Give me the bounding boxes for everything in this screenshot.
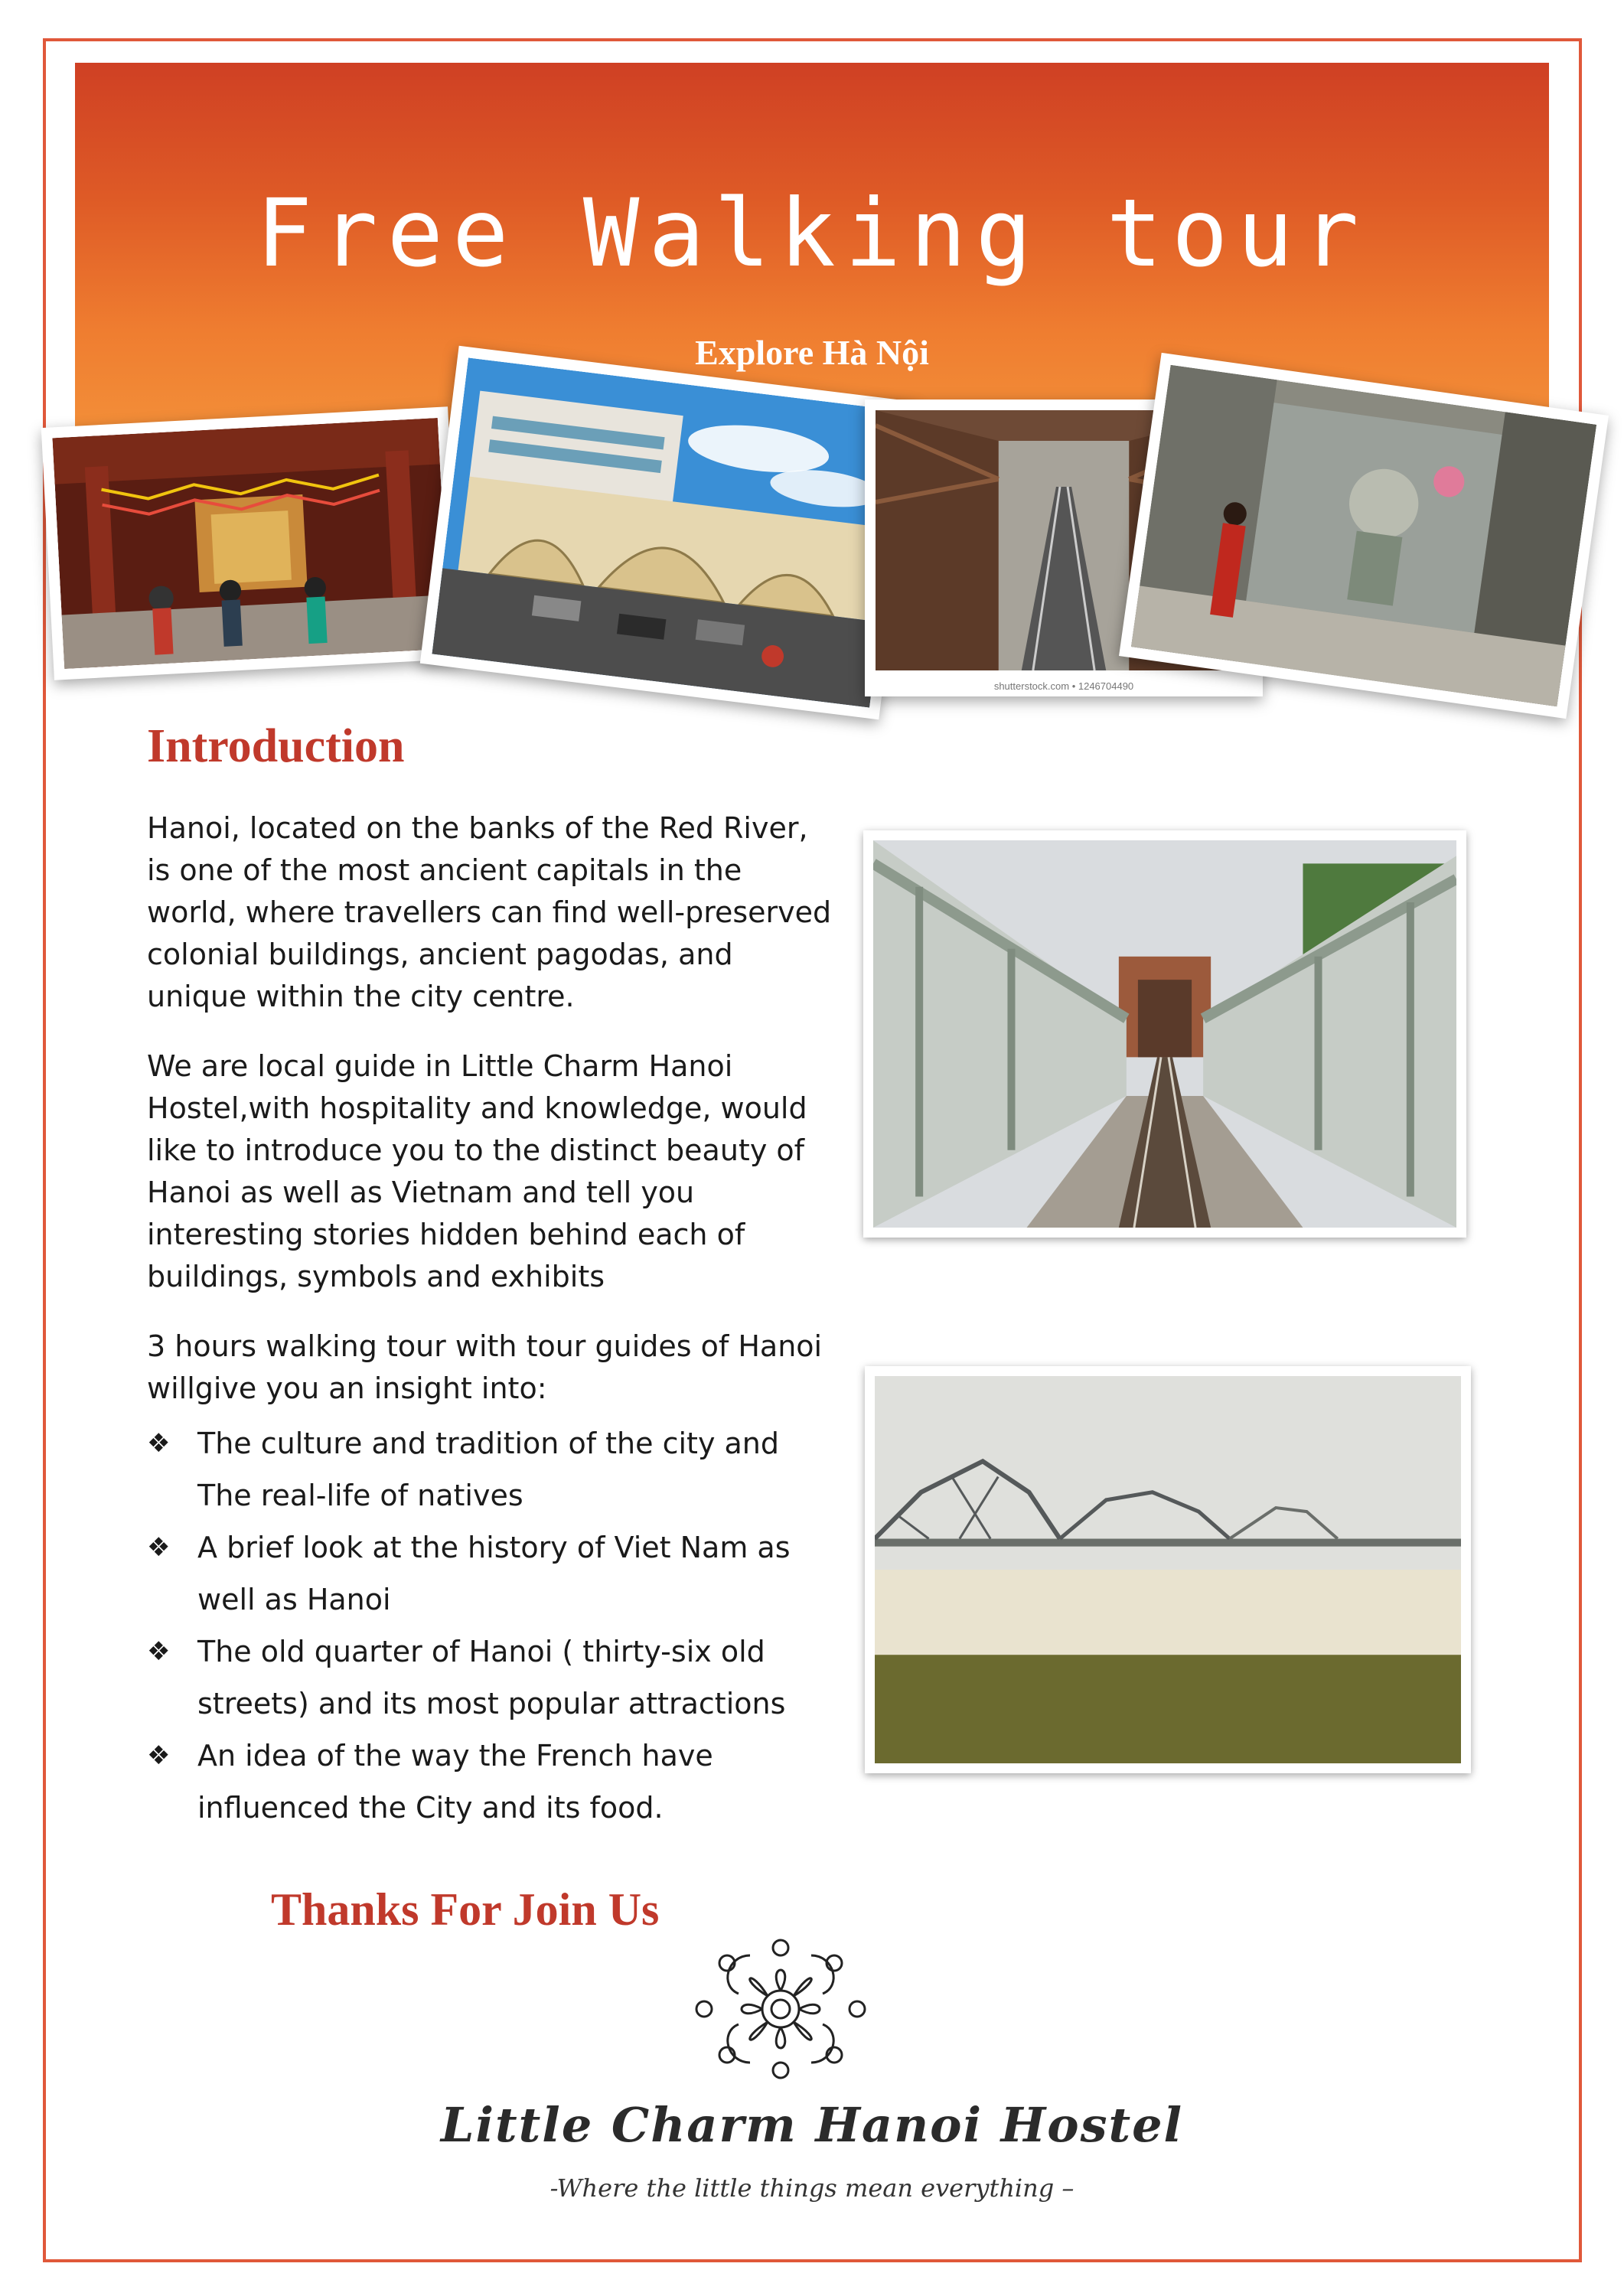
page-title: Free Walking tour bbox=[256, 179, 1368, 288]
market-photo bbox=[420, 346, 918, 719]
intro-paragraph-1: Hanoi, located on the banks of the Red River, is one of the most ancient capitals in the world, where travellers can find well-preserved colonial buildings, ancient pagodas, and unique within the city centre. bbox=[147, 811, 832, 1013]
list-item bbox=[147, 1730, 836, 1834]
diamond-bullet-icon: ❖ bbox=[147, 1740, 171, 1771]
list-item bbox=[147, 1417, 836, 1521]
highlights-list bbox=[147, 1417, 836, 1834]
thanks-heading: Thanks For Join Us bbox=[271, 1884, 660, 1935]
introduction-body bbox=[147, 807, 836, 1834]
photo-watermark: shutterstock.com • 1246704490 bbox=[993, 680, 1134, 692]
intro-paragraph-2: We are local guide in Little Charm Hanoi Hostel,with hospitality and knowledge, would like to introduce you to the distinct beauty of Hanoi as well as Vietnam and tell you interesting stories hidden behind each of buildings, symbols and exhibits bbox=[147, 1049, 807, 1293]
diamond-bullet-icon: ❖ bbox=[147, 1532, 171, 1563]
list-item bbox=[147, 1521, 836, 1626]
hostel-tagline: -Where the little things mean everything – bbox=[549, 2174, 1075, 2203]
street-mural-photo bbox=[1119, 353, 1609, 719]
intro-paragraph-3: 3 hours walking tour with tour guides of Hanoi willgive you an insight into: bbox=[147, 1329, 823, 1405]
bridge-walkway-photo bbox=[863, 830, 1466, 1238]
hostel-brand-name: Little Charm Hanoi Hostel bbox=[440, 2097, 1184, 2153]
list-item bbox=[147, 1626, 836, 1730]
list-item-text: The old quarter of Hanoi ( thirty-six old streets) and its most popular attractions bbox=[197, 1635, 786, 1720]
list-item-text: An idea of the way the French have influenced the City and its food. bbox=[197, 1739, 713, 1825]
page-subtitle: Explore Hà Nội bbox=[695, 333, 929, 372]
long-bien-bridge-photo bbox=[865, 1366, 1471, 1773]
diamond-bullet-icon: ❖ bbox=[147, 1428, 171, 1459]
list-item-text: A brief look at the history of Viet Nam as well as Hanoi bbox=[197, 1531, 791, 1616]
list-item-text: The culture and tradition of the city and The real-life of natives bbox=[197, 1427, 779, 1512]
introduction-heading: Introduction bbox=[147, 720, 405, 772]
mandala-logo-icon bbox=[681, 1932, 880, 2086]
diamond-bullet-icon: ❖ bbox=[147, 1636, 171, 1667]
temple-photo bbox=[41, 406, 461, 680]
